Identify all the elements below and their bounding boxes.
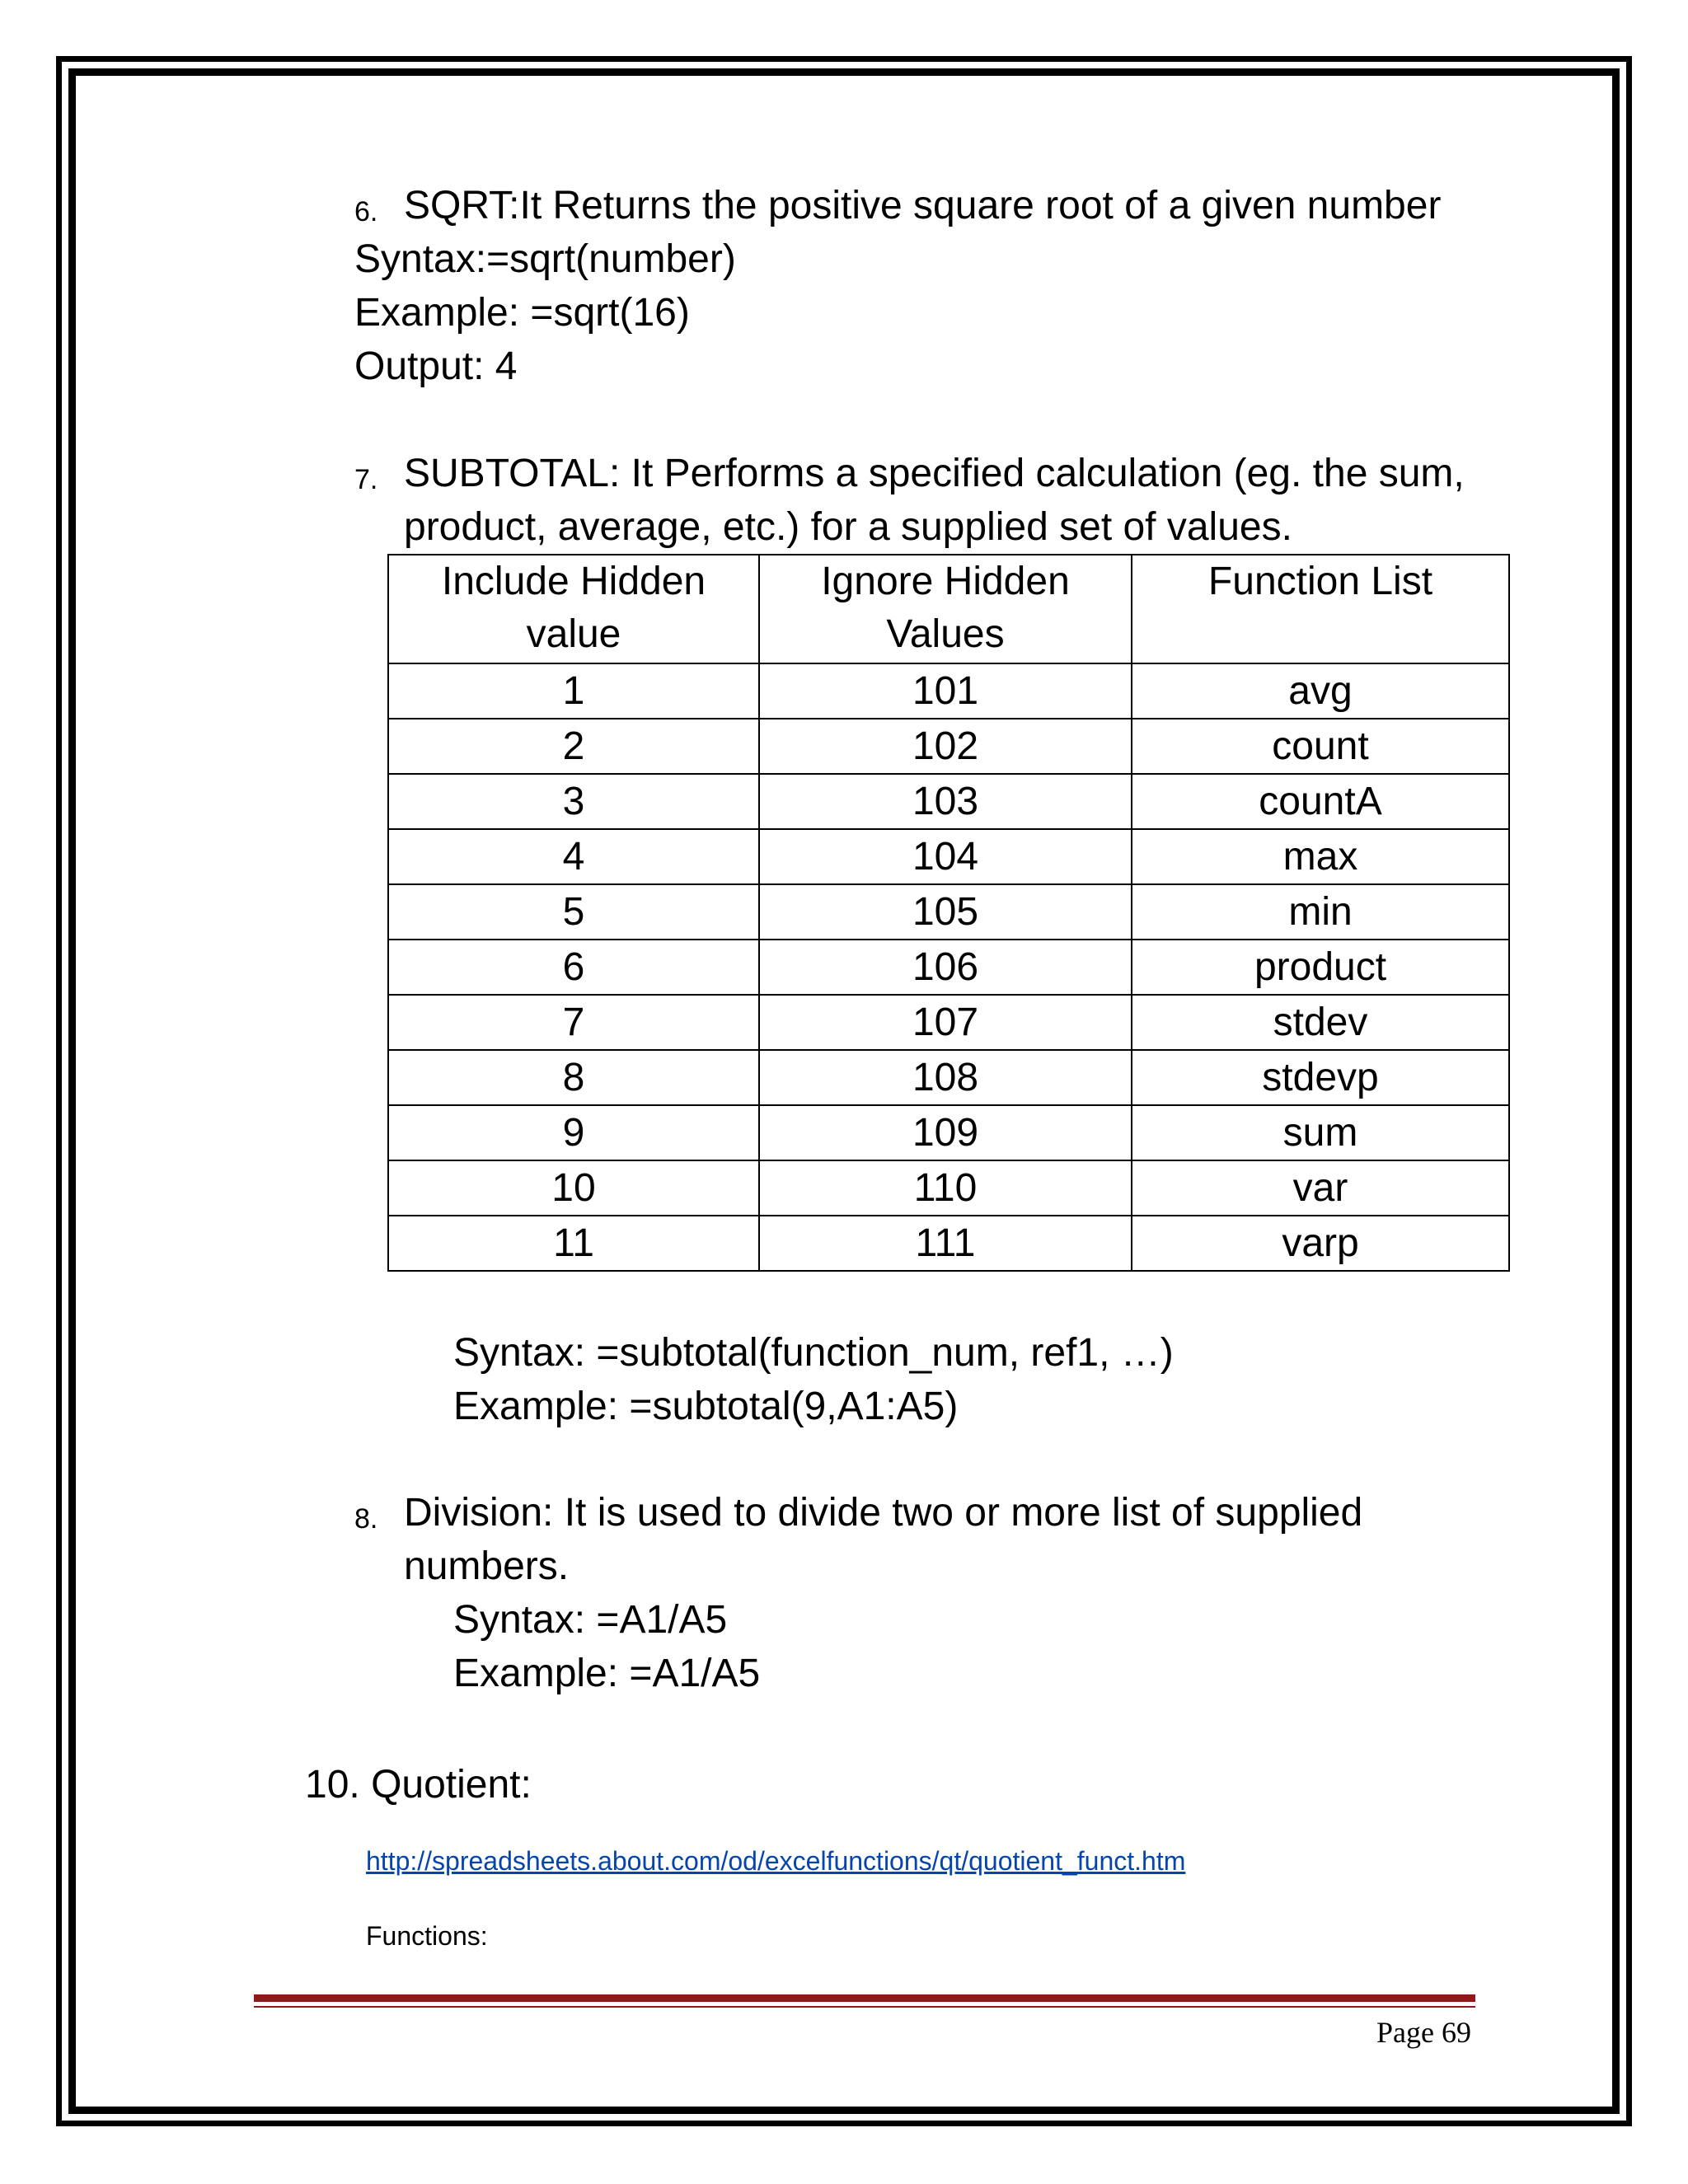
table-row: 3 103 countA bbox=[388, 774, 1509, 829]
footer-rule-thick bbox=[254, 1994, 1475, 2002]
table-header-row bbox=[388, 555, 1509, 663]
header-ignore-hidden: Ignore Hidden Values bbox=[759, 555, 1132, 663]
header-include-hidden: Include Hidden value bbox=[388, 555, 759, 663]
item8-title-line1: Division: It is used to divide two or more list of supplied bbox=[404, 1491, 1363, 1535]
table-row: 11 111 varp bbox=[388, 1216, 1509, 1271]
table-row: 5 105 min bbox=[388, 884, 1509, 940]
item7-title-line1: SUBTOTAL: It Performs a specified calculation (eg. the sum, bbox=[404, 452, 1465, 495]
item7-number: 7. bbox=[354, 464, 378, 495]
table-row: 7 107 stdev bbox=[388, 995, 1509, 1050]
item8-example: Example: =A1/A5 bbox=[453, 1652, 761, 1695]
footer-rule-thin bbox=[254, 2006, 1475, 2008]
item6-output: Output: 4 bbox=[354, 344, 518, 388]
header-function-list: Function List bbox=[1132, 555, 1509, 663]
table-row: 6 106 product bbox=[388, 940, 1509, 995]
item7-example: Example: =subtotal(9,A1:A5) bbox=[453, 1385, 959, 1428]
subtotal-table bbox=[387, 554, 1510, 1272]
quotient-link[interactable]: http://spreadsheets.about.com/od/excelfunctions/qt/quotient_funct.htm bbox=[366, 1846, 1186, 1876]
item8-syntax: Syntax: =A1/A5 bbox=[453, 1598, 728, 1642]
item7-title-line2: product, average, etc.) for a supplied set of values. bbox=[404, 505, 1292, 549]
item6-syntax: Syntax:=sqrt(number) bbox=[354, 237, 736, 281]
table-row: 1 101 avg bbox=[388, 663, 1509, 719]
table-row: 9 109 sum bbox=[388, 1105, 1509, 1160]
page-number: Page 69 bbox=[1376, 2016, 1471, 2049]
item6-title: SQRT:It Returns the positive square root of a given number bbox=[404, 184, 1442, 227]
item10-title: 10. Quotient: bbox=[305, 1763, 532, 1807]
item8-number: 8. bbox=[354, 1503, 378, 1535]
table-row: 4 104 max bbox=[388, 829, 1509, 884]
item6-example: Example: =sqrt(16) bbox=[354, 291, 690, 335]
table-row: 10 110 var bbox=[388, 1160, 1509, 1216]
item8-title-line2: numbers. bbox=[404, 1544, 570, 1588]
table-row: 8 108 stdevp bbox=[388, 1050, 1509, 1105]
functions-label: Functions: bbox=[366, 1921, 488, 1951]
table-row: 2 102 count bbox=[388, 719, 1509, 774]
item6-number: 6. bbox=[354, 196, 378, 227]
item7-syntax: Syntax: =subtotal(function_num, ref1, …) bbox=[453, 1331, 1174, 1375]
